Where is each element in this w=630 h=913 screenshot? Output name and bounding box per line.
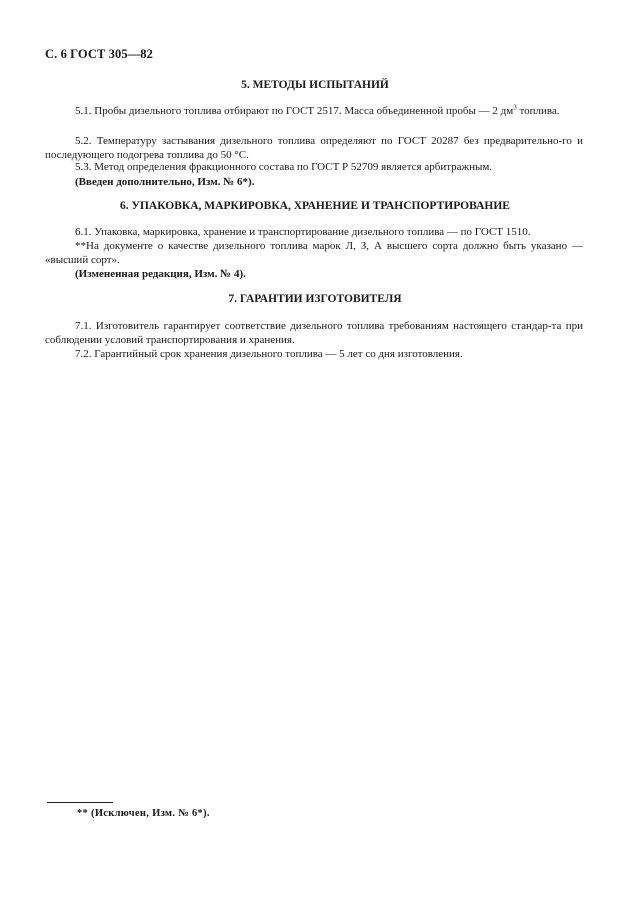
paragraph-5-3 — [45, 160, 583, 174]
paragraph-5-1 — [45, 104, 583, 118]
superscript-cube: 3 — [513, 103, 517, 112]
paragraph-7-1-text: 7.1. Изготовитель гарантирует соответствие дизельного топлива требованиям настоящего стандар-та при соблюдении условий транспортирования и хранения. — [45, 320, 583, 346]
paragraph-7-2-text: 7.2. Гарантийный срок хранения дизельного топлива — 5 лет со дня изготовления. — [75, 348, 463, 360]
paragraph-6-2-text: **На документе о качестве дизельного топлива марок Л, З, А высшего сорта должно быть указано — «высший сорт». — [45, 240, 583, 266]
paragraph-5-1-tail: топлива. — [519, 105, 560, 117]
amendment-note-5 — [45, 175, 583, 189]
section-6-title: 6. УПАКОВКА, МАРКИРОВКА, ХРАНЕНИЕ И ТРАНСПОРТИРОВАНИЕ — [120, 200, 510, 212]
amendment-note-5-text: (Введен дополнительно, Изм. № 6*). — [75, 176, 255, 188]
footnote: ** (Исключен, Изм. № 6*). — [77, 808, 210, 819]
paragraph-5-1-text: 5.1. Пробы дизельного топлива отбирают по ГОСТ 2517. Масса объединенной пробы — 2 дм — [75, 105, 514, 117]
paragraph-7-1 — [45, 319, 583, 347]
paragraph-6-1 — [45, 225, 583, 239]
paragraph-5-2-text: 5.2. Температуру застывания дизельного топлива определяют по ГОСТ 20287 без предварительно-го и последующего подогрева топлива до 50 °С. — [45, 135, 583, 161]
amendment-note-6 — [45, 267, 583, 281]
footnote-separator — [47, 802, 113, 803]
amendment-note-6-text: (Измененная редакция, Изм. № 4). — [75, 268, 246, 280]
section-7-title: 7. ГАРАНТИИ ИЗГОТОВИТЕЛЯ — [228, 293, 402, 305]
paragraph-5-2 — [45, 134, 583, 162]
paragraph-6-1-text: 6.1. Упаковка, маркировка, хранение и транспортирование дизельного топлива — по ГОСТ 1510. — [75, 226, 531, 238]
section-5-title: 5. МЕТОДЫ ИСПЫТАНИЙ — [241, 79, 389, 91]
page-header: С. 6 ГОСТ 305—82 — [45, 47, 154, 61]
paragraph-5-3-text: 5.3. Метод определения фракционного состава по ГОСТ Р 52709 является арбитражным. — [75, 161, 493, 173]
paragraph-7-2 — [45, 347, 583, 361]
paragraph-6-2 — [45, 239, 583, 267]
